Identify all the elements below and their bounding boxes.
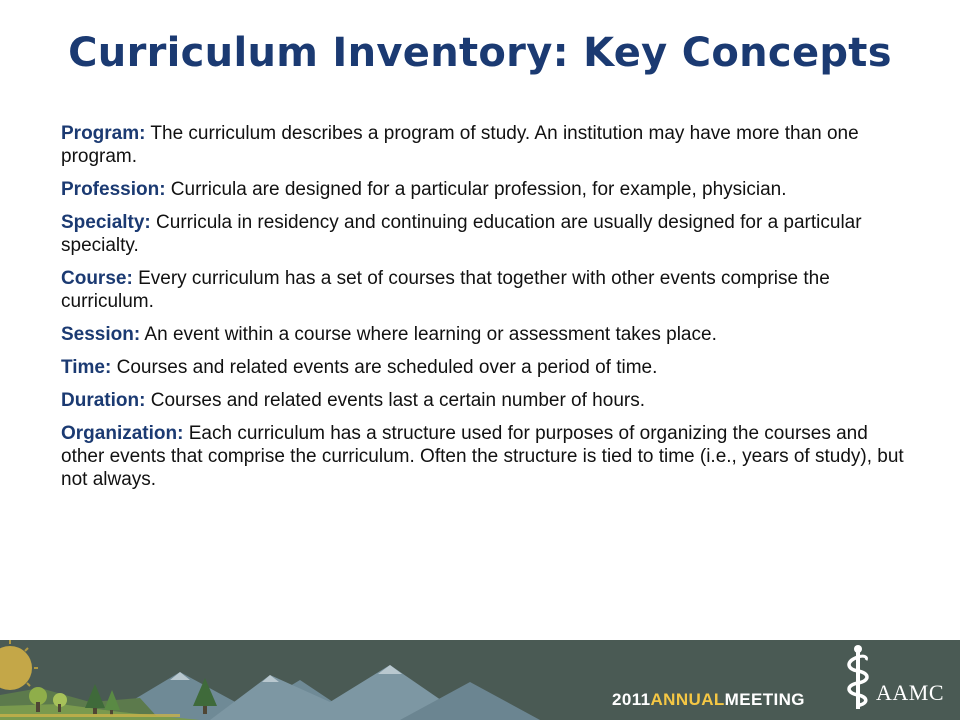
concept-text: The curriculum describes a program of study. An institution may have more than one program. — [61, 123, 859, 167]
snow-cap — [378, 665, 402, 674]
concept-term: Session: — [61, 324, 141, 345]
landscape-illustration — [0, 640, 960, 720]
concept-term: Profession: — [61, 179, 166, 200]
concept-organization — [61, 422, 911, 491]
aamc-wordmark: AAMC — [876, 680, 945, 705]
footer-band — [0, 640, 960, 720]
concept-profession — [61, 178, 911, 201]
concept-specialty — [61, 211, 911, 257]
concept-text: Each curriculum has a structure used for purposes of organizing the courses and other events that comprise the curriculum. Often the structure is tied to time (i.e., years of study), but not always. — [61, 423, 904, 490]
meeting-year: 2011 — [612, 690, 651, 709]
concept-term: Organization: — [61, 423, 184, 444]
annual-meeting-label — [612, 690, 805, 710]
concept-program — [61, 122, 911, 168]
concept-text: Curricula in residency and continuing education are usually designed for a particular specialty. — [61, 212, 862, 256]
sun-icon — [0, 640, 38, 690]
concepts-list — [61, 122, 911, 501]
field-stripe — [0, 714, 180, 717]
concept-text: An event within a course where learning or assessment takes place. — [140, 324, 717, 345]
concept-text: Every curriculum has a set of courses that together with other events comprise the curriculum. — [61, 268, 830, 312]
concept-text: Courses and related events are scheduled over a period of time. — [111, 357, 658, 378]
concept-term: Course: — [61, 268, 133, 289]
staff-of-asclepius-icon — [842, 645, 874, 711]
concept-term: Time: — [61, 357, 112, 378]
concept-session — [61, 323, 911, 346]
concept-text: Courses and related events last a certain number of hours. — [145, 390, 645, 411]
slide-title: Curriculum Inventory: Key Concepts — [68, 30, 892, 76]
concept-term: Duration: — [61, 390, 146, 411]
concept-time — [61, 356, 911, 379]
concept-term: Specialty: — [61, 212, 151, 233]
concept-duration — [61, 389, 911, 412]
concept-term: Program: — [61, 123, 146, 144]
meeting-annual: ANNUAL — [650, 690, 725, 709]
concept-text: Curricula are designed for a particular profession, for example, physician. — [165, 179, 787, 200]
concept-course — [61, 267, 911, 313]
meeting-word: MEETING — [724, 690, 805, 709]
